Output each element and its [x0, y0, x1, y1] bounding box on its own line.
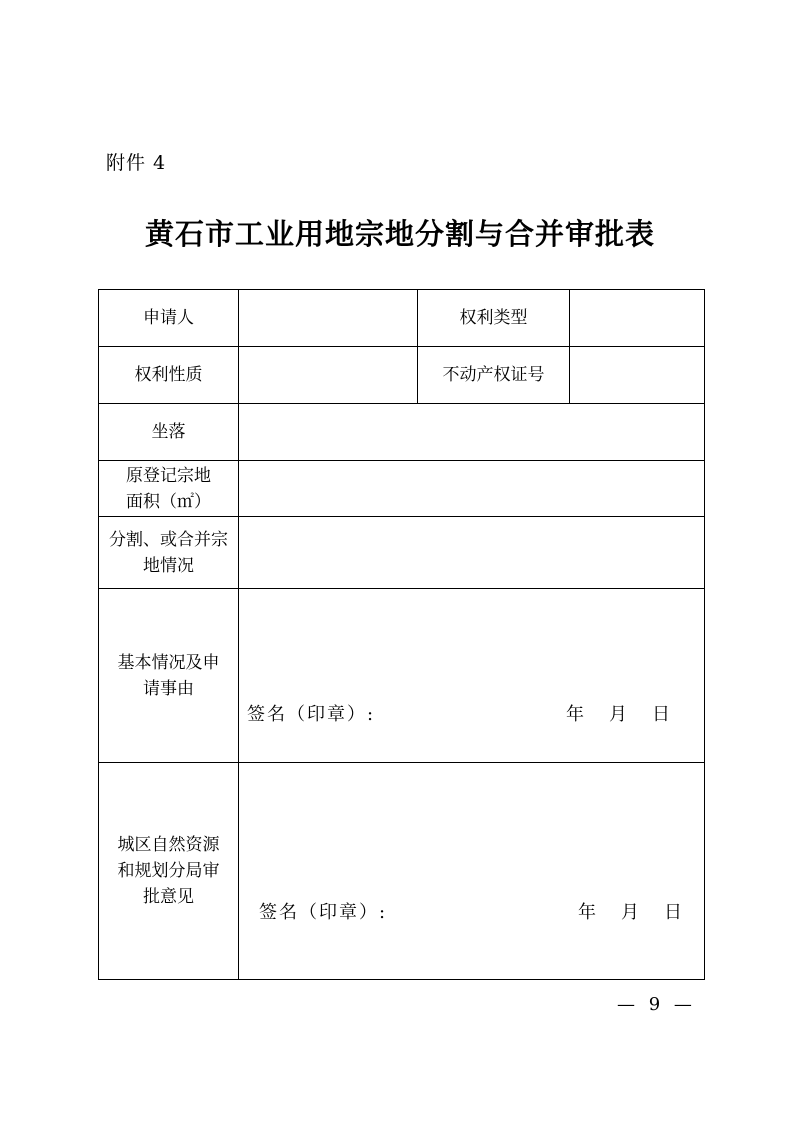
date-day-label: 日 [664, 902, 682, 923]
signature-label: 签名（印章）: [259, 902, 388, 923]
attachment-label: 附件 4 [106, 152, 167, 174]
original-area-label [99, 461, 239, 517]
approval-form-table [98, 289, 705, 980]
right-nature-field[interactable] [239, 347, 418, 404]
right-nature-label: 权利性质 [99, 347, 239, 404]
certificate-number-field[interactable] [570, 347, 705, 404]
basic-info-label-line2: 请事由 [143, 678, 194, 699]
split-merge-label-line1: 分割、或合并宗 [109, 529, 228, 550]
location-field[interactable] [239, 404, 705, 461]
right-type-field[interactable] [570, 290, 705, 347]
right-nature-row [99, 347, 705, 404]
bureau-opinion-field[interactable] [239, 763, 705, 980]
bureau-opinion-label-line1: 城区自然资源 [117, 835, 220, 855]
bureau-opinion-label-line2: 和规划分局审 [117, 861, 220, 881]
location-label: 坐落 [99, 404, 239, 461]
split-merge-field[interactable] [239, 517, 705, 589]
page-number: — 9 — [617, 994, 696, 1015]
bureau-opinion-signature-line [239, 900, 704, 926]
applicant-row [99, 290, 705, 347]
form-title: 黄石市工业用地宗地分割与合并审批表 [144, 217, 655, 251]
certificate-number-label: 不动产权证号 [418, 347, 570, 404]
basic-info-label [99, 589, 239, 763]
split-merge-label-line2: 地情况 [143, 555, 194, 576]
original-area-label-line2: 面积（㎡） [126, 491, 211, 512]
date-day-label: 日 [652, 704, 670, 725]
basic-info-label-line1: 基本情况及申 [117, 652, 220, 673]
split-merge-label [99, 517, 239, 589]
original-area-field[interactable] [239, 461, 705, 517]
date-year-label: 年 [578, 902, 596, 923]
original-area-label-line1: 原登记宗地 [126, 465, 211, 486]
bureau-opinion-label [99, 763, 239, 980]
date-month-label: 月 [621, 902, 639, 923]
original-area-row [99, 461, 705, 517]
basic-info-signature-line [239, 702, 704, 728]
signature-label: 签名（印章）: [247, 704, 376, 725]
bureau-opinion-label-line3: 批意见 [143, 887, 194, 907]
location-row [99, 404, 705, 461]
bureau-opinion-row [99, 763, 705, 980]
applicant-label: 申请人 [99, 290, 239, 347]
date-month-label: 月 [609, 704, 627, 725]
right-type-label: 权利类型 [418, 290, 570, 347]
date-year-label: 年 [566, 704, 584, 725]
split-merge-row [99, 517, 705, 589]
basic-info-row [99, 589, 705, 763]
basic-info-field[interactable] [239, 589, 705, 763]
applicant-field[interactable] [239, 290, 418, 347]
